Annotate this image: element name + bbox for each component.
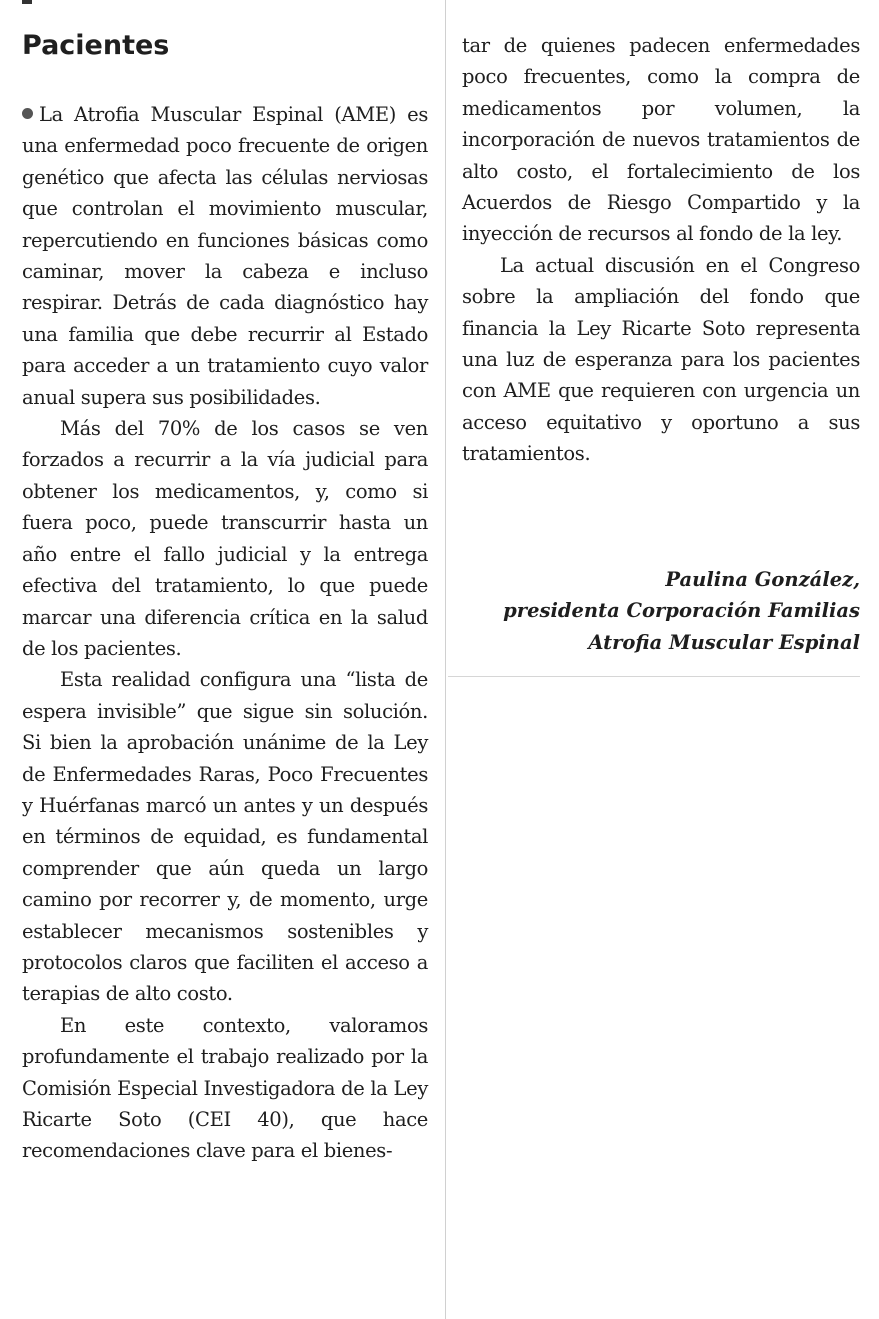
paragraph-1: [22, 99, 428, 413]
left-column: [22, 99, 428, 1167]
paragraph-2: Más del 70% de los casos se ven forzados a recurrir a la vía judicial para obtener los medicamentos, y, como si fuera poco, puede transcurrir hasta un año entre el fallo judicial y la entrega efectiva del tratamiento, lo que puede marcar una diferencia crítica en la salud de los pacientes.: [22, 417, 428, 660]
column-rule: [445, 0, 446, 1319]
right-column: [462, 30, 860, 470]
section-rule: [448, 676, 860, 677]
paragraph-4: En este contexto, valoramos profundamente el trabajo realizado por la Comisión Especial Investigadora de la Ley Ricarte Soto (CEI 40), que hace recomendaciones clave para el bienes-: [22, 1013, 428, 1163]
signature: [503, 564, 860, 658]
paragraph-1-text: La Atrofia Muscular Espinal (AME) es una enfermedad poco frecuente de origen genético que afecta las células nerviosas que controlan el movimiento muscular, repercutiendo en funciones básicas como caminar, mover la cabeza e incluso respirar. Detrás de cada diagnóstico hay una familia que debe recurrir al Estado para acceder a un tratamiento cuyo valor anual supera sus posibilidades.: [22, 103, 428, 409]
signature-role-1: presidenta Corporación Familias: [503, 599, 860, 623]
paragraph-5: tar de quienes padecen enfermedades poco frecuentes, como la compra de medicamentos por volumen, la incorporación de nuevos tratamientos de alto costo, el fortalecimiento de los Acuerdos de Riesgo Compartido y la inyección de recursos al fondo de la ley.: [462, 34, 860, 246]
paragraph-3: Esta realidad configura una “lista de espera invisible” que sigue sin solución. Si bien la aprobación unánime de la Ley de Enfermedades Raras, Poco Frecuentes y Huérfanas marcó un antes y un después en términos de equidad, es fundamental comprender que aún queda un largo camino por recorrer y, de momento, urge establecer mecanismos sostenibles y protocolos claros que faciliten el acceso a terapias de alto costo.: [22, 668, 428, 1006]
paragraph-6: La actual discusión en el Congreso sobre la ampliación del fondo que financia la Ley Ricarte Soto representa una luz de esperanza para los pacientes con AME que requieren con urgencia un acceso equitativo y oportuno a sus tratamientos.: [462, 253, 860, 466]
headline: Pacientes: [22, 30, 170, 61]
signature-role-2: Atrofia Muscular Espinal: [588, 630, 860, 654]
signature-name: Paulina González,: [665, 568, 860, 591]
top-marker: [22, 0, 32, 4]
bullet-icon: [22, 108, 33, 119]
